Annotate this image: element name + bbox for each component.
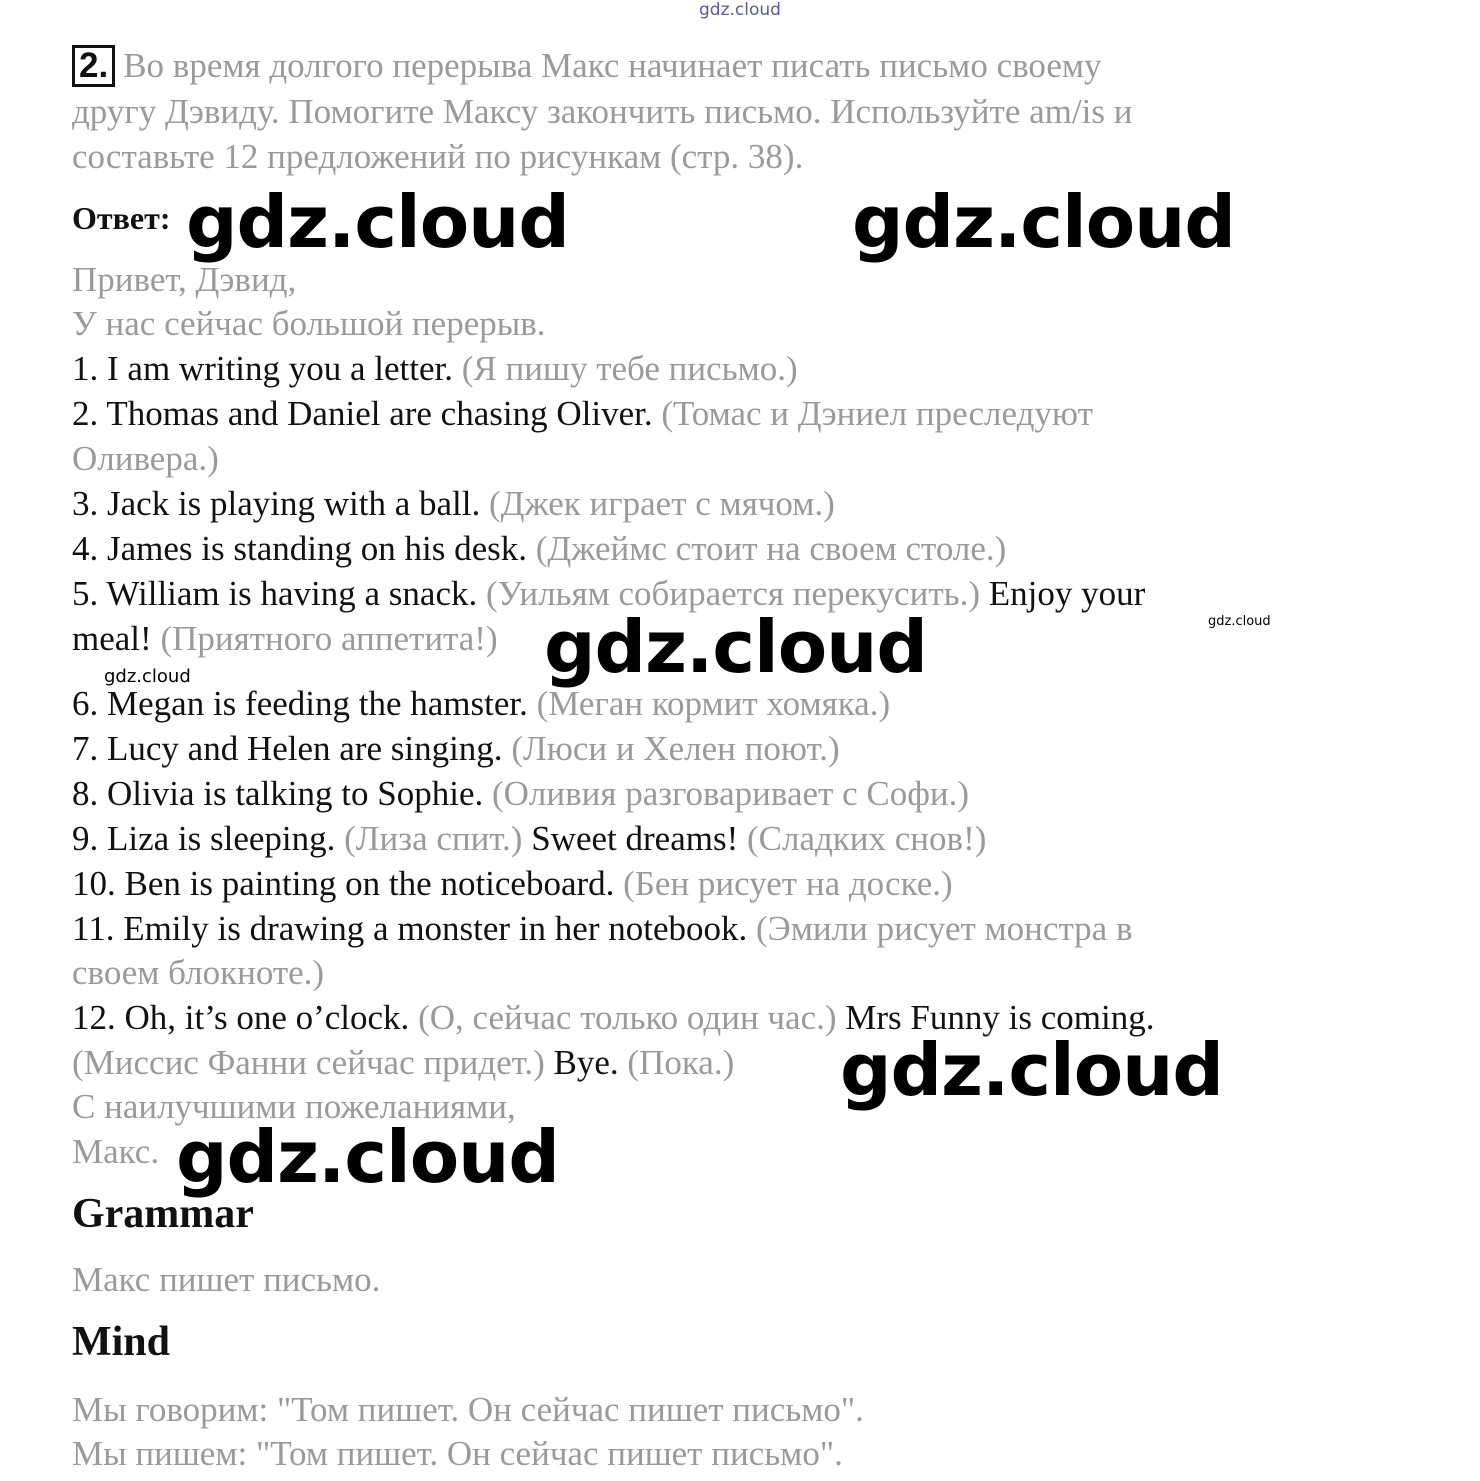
item-2: 2. Thomas and Daniel are chasing Oliver. (Томас и Дэниел преследуют — [72, 394, 1093, 433]
task-line-1: 2. Во время долгого перерыва Макс начинает писать письмо своему — [72, 44, 1102, 88]
watermark: gdz.cloud — [840, 1028, 1223, 1112]
greeting-line-2: У нас сейчас большой перерыв. — [72, 304, 546, 343]
item-9: 9. Liza is sleeping. (Лиза спит.) Sweet dreams! (Сладких снов!) — [72, 819, 987, 858]
header-watermark: gdz.cloud — [699, 0, 781, 20]
item-1: 1. I am writing you a letter. (Я пишу тебе письмо.) — [72, 349, 798, 388]
item-12: 12. Oh, it’s one o’clock. (О, сейчас только один час.) Mrs Funny is coming. — [72, 998, 1155, 1037]
task-line-2: другу Дэвиду. Помогите Максу закончить письмо. Используйте am/is и — [72, 92, 1133, 131]
answer-label: Ответ: — [72, 200, 171, 236]
item-7: 7. Lucy and Helen are singing. (Люси и Хелен поют.) — [72, 729, 840, 768]
item-11-cont: своем блокноте.) — [72, 953, 325, 992]
watermark-tiny: gdz.cloud — [1208, 614, 1271, 629]
watermark: gdz.cloud — [544, 605, 927, 689]
task-line-3: составьте 12 предложений по рисункам (стр. 38). — [72, 137, 804, 176]
item-4: 4. James is standing on his desk. (Джеймс стоит на своем столе.) — [72, 529, 1007, 568]
grammar-text: Макс пишет письмо. — [72, 1260, 381, 1299]
item-8: 8. Olivia is talking to Sophie. (Оливия разговаривает с Софи.) — [72, 774, 970, 813]
closing-line-2: Макс. — [72, 1132, 160, 1171]
item-10: 10. Ben is painting on the noticeboard. (Бен рисует на доске.) — [72, 864, 953, 903]
mind-line-2: Мы пишем: "Том пишет. Он сейчас пишет письмо". — [72, 1434, 843, 1473]
item-5-cont: meal! (Приятного аппетита!) — [72, 619, 498, 658]
mind-line-1: Мы говорим: "Том пишет. Он сейчас пишет письмо". — [72, 1390, 864, 1429]
grammar-title: Grammar — [72, 1191, 254, 1237]
closing-line-1: С наилучшими пожеланиями, — [72, 1087, 516, 1126]
item-11: 11. Emily is drawing a monster in her notebook. (Эмили рисует монстра в — [72, 909, 1133, 948]
item-12-cont: (Миссис Фанни сейчас придет.) Bye. (Пока.) — [72, 1043, 735, 1082]
watermark: gdz.cloud — [186, 180, 569, 264]
item-5: 5. William is having a snack. (Уильям собирается перекусить.) Enjoy your — [72, 574, 1146, 613]
item-2-cont: Оливера.) — [72, 439, 219, 478]
task-number: 2. — [72, 45, 115, 87]
mind-title: Mind — [72, 1319, 171, 1365]
watermark: gdz.cloud — [176, 1115, 559, 1199]
watermark: gdz.cloud — [852, 180, 1235, 264]
watermark-small: gdz.cloud — [104, 666, 191, 687]
item-3: 3. Jack is playing with a ball. (Джек играет с мячом.) — [72, 484, 835, 523]
greeting-line-1: Привет, Дэвид, — [72, 260, 297, 299]
item-6: 6. Megan is feeding the hamster. (Меган кормит хомяка.) — [72, 684, 891, 723]
